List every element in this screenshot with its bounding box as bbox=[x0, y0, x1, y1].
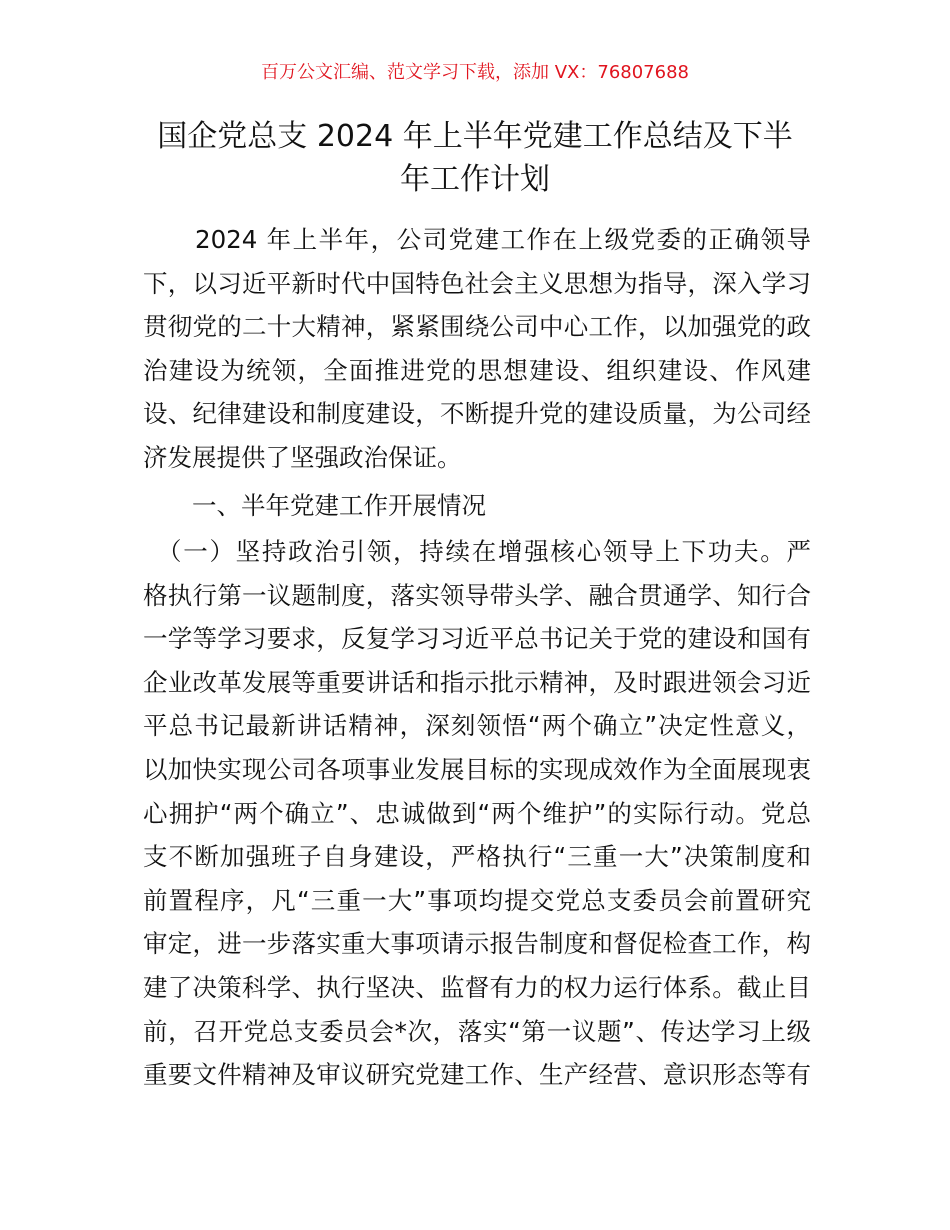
paragraph-line: 建了决策科学、执行坚决、监督有力的权力运行体系。截止目 bbox=[143, 973, 811, 1002]
paragraph-line: 下，以习近平新时代中国特色社会主义思想为指导，深入学习 bbox=[143, 268, 811, 298]
paragraph-line: 设、纪律建设和制度建设，不断提升党的建设质量，为公司经 bbox=[143, 399, 811, 429]
paragraph-line: （一）坚持政治引领，持续在增强核心领导上下功夫。严 bbox=[143, 537, 811, 566]
document-title bbox=[120, 115, 830, 201]
paragraph-line: 前置程序，凡“三重一大”事项均提交党总支委员会前置研究 bbox=[143, 885, 811, 915]
paragraph-line: 平总书记最新讲话精神，深刻领悟“两个确立”决定性意义， bbox=[143, 711, 811, 741]
paragraph-line: 济发展提供了坚强政治保证。 bbox=[143, 443, 462, 472]
title-line: 国企党总支 2024 年上半年党建工作总结及下半 bbox=[157, 119, 793, 154]
paragraph-line: 一学等学习要求，反复学习习近平总书记关于党的建设和国有 bbox=[143, 624, 811, 654]
paragraph-line: 2024 年上半年，公司党建工作在上级党委的正确领导 bbox=[143, 225, 811, 254]
paragraph-line: 审定，进一步落实重大事项请示报告制度和督促检查工作，构 bbox=[143, 929, 811, 959]
paragraph-line: 前，召开党总支委员会*次，落实“第一议题”、传达学习上级 bbox=[143, 1016, 811, 1046]
title-line: 年工作计划 bbox=[400, 162, 550, 197]
paragraph-line: 治建设为统领，全面推进党的思想建设、组织建设、作风建 bbox=[143, 355, 811, 385]
paragraph-line: 心拥护“两个确立”、忠诚做到“两个维护”的实际行动。党总 bbox=[143, 798, 811, 828]
paragraph-line: 以加快实现公司各项事业发展目标的实现成效作为全面展现衷 bbox=[143, 755, 811, 784]
paragraph-line: 重要文件精神及审议研究党建工作、生产经营、意识形态等有 bbox=[143, 1060, 811, 1090]
paragraph-line: 贯彻党的二十大精神，紧紧围绕公司中心工作，以加强党的政 bbox=[143, 312, 811, 342]
section-heading: 一、半年党建工作开展情况 bbox=[143, 491, 486, 520]
download-banner: 百万公文汇编、范文学习下载，添加 VX：76807688 bbox=[261, 62, 689, 83]
paragraph-line: 支不断加强班子自身建设，严格执行“三重一大”决策制度和 bbox=[143, 842, 811, 872]
paragraph-line: 格执行第一议题制度，落实领导带头学、融合贯通学、知行合 bbox=[143, 580, 811, 610]
paragraph-line: 企业改革发展等重要讲话和指示批示精神，及时跟进领会习近 bbox=[143, 667, 811, 697]
